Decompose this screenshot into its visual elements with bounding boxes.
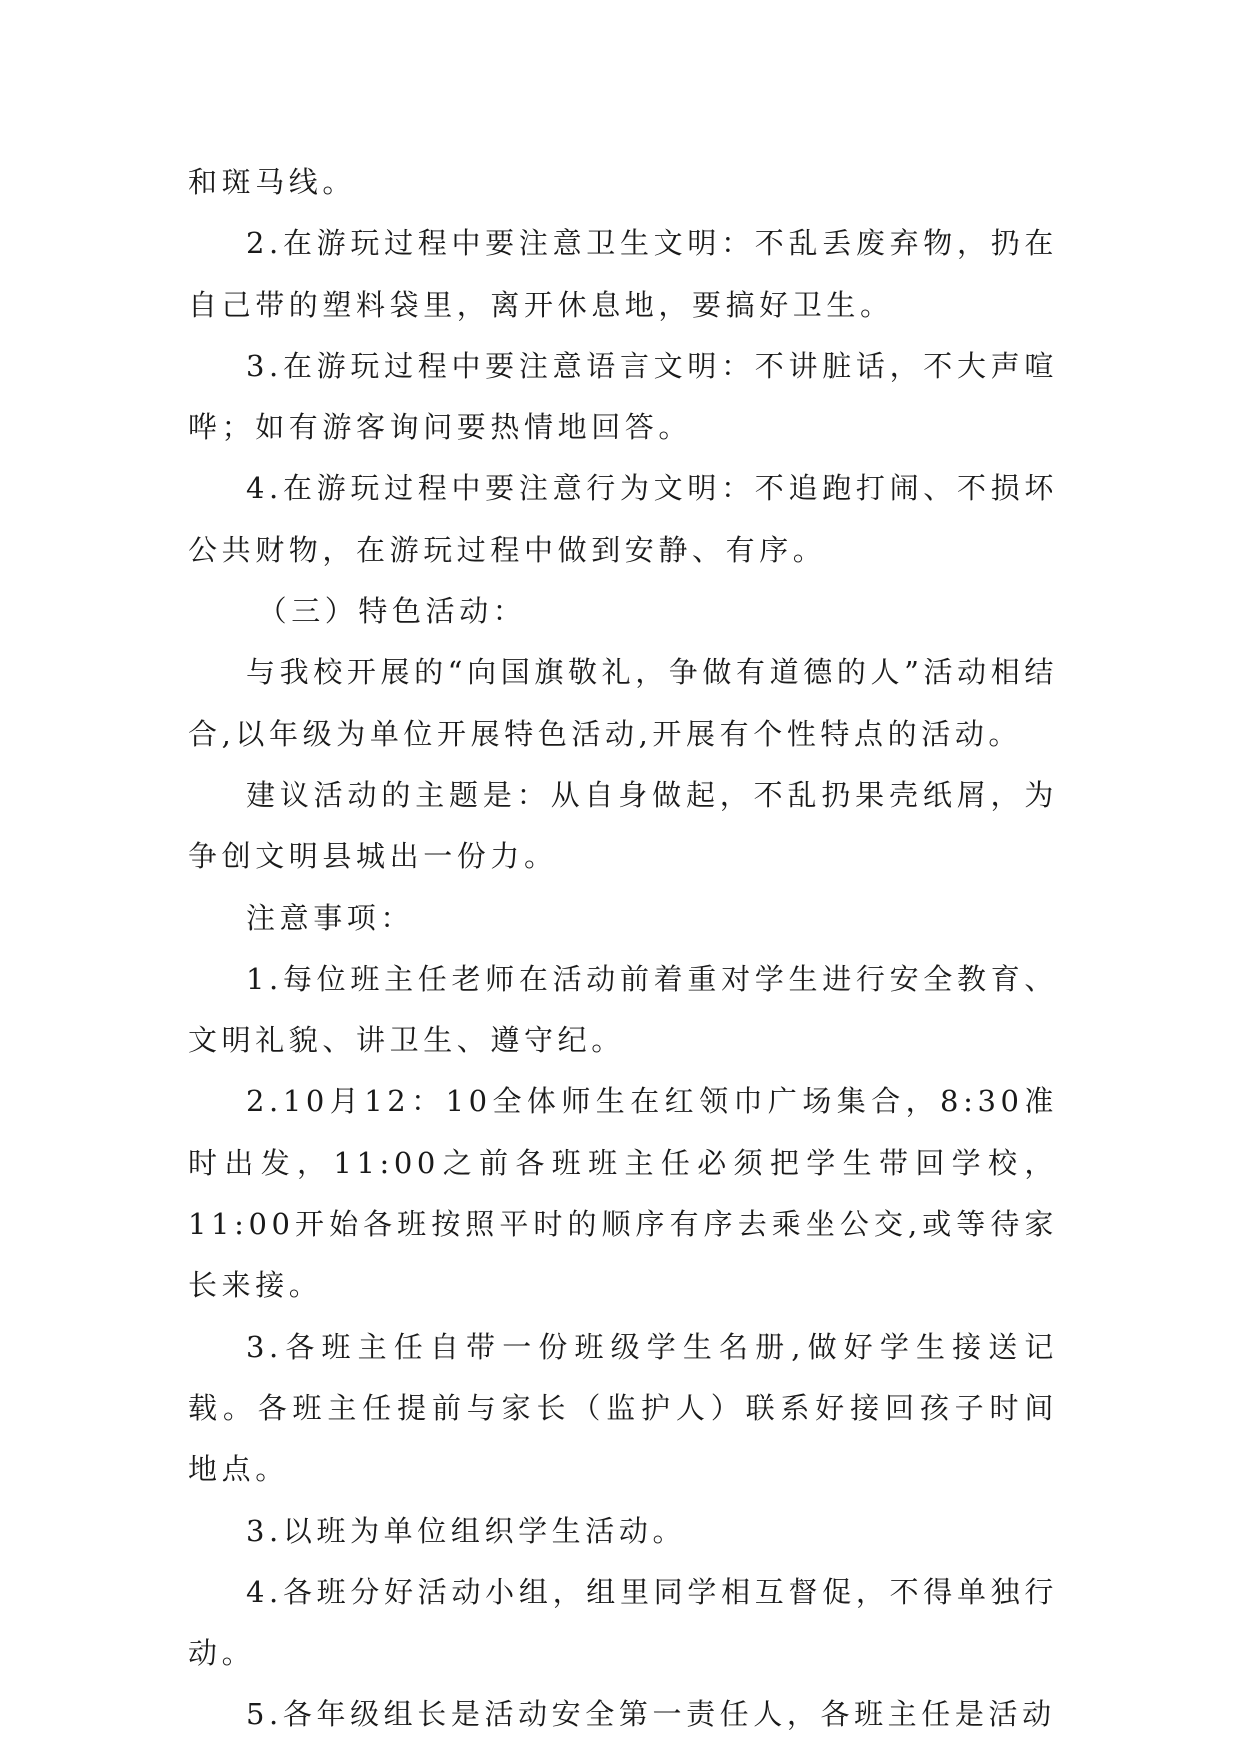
paragraph-behavior: 4.在游玩过程中要注意行为文明：不追跑打闹、不损坏公共财物，在游玩过程中做到安静、有序。	[188, 471, 1058, 567]
note-item-1: 1.每位班主任老师在活动前着重对学生进行安全教育、文明礼貌、讲卫生、遵守纪。	[188, 961, 1058, 1058]
note-item-2: 2.10月12：10全体师生在红领巾广场集合，8:30准时出发，11:00之前各班班主任必须把学生带回学校，11:00开始各班按照平时的顺序有序去乘坐公交,或等待家长来接。	[188, 1084, 1058, 1303]
note-item-3a: 3.各班主任自带一份班级学生名册,做好学生接送记载。各班主任提前与家长（监护人）联系好接回孩子时间地点。	[188, 1329, 1058, 1487]
note-item-5: 5.各年级组长是活动安全第一责任人，各班主任是活动	[246, 1697, 1056, 1732]
paragraph-language: 3.在游玩过程中要注意语言文明：不讲脏话，不大声喧哗；如有游客询问要热情地回答。	[188, 348, 1058, 445]
paragraph-activity-theme: 建议活动的主题是：从自身做起，不乱扔果壳纸屑，为争创文明县城出一份力。	[188, 777, 1058, 874]
paragraph-hygiene: 2.在游玩过程中要注意卫生文明：不乱丢废弃物，扔在自己带的塑料袋里，离开休息地，要搞好卫生。	[188, 226, 1058, 322]
document-body	[188, 152, 1058, 1746]
note-item-4: 4.各班分好活动小组，组里同学相互督促，不得单独行动。	[188, 1574, 1058, 1671]
section-heading-special-activity: （三）特色活动：	[257, 594, 527, 629]
paragraph-activity-combination: 与我校开展的“向国旗敬礼，争做有道德的人”活动相结合,以年级为单位开展特色活动,开展有个性特点的活动。	[188, 655, 1058, 751]
section-heading-notes: 注意事项：	[246, 900, 415, 935]
note-item-3b: 3.以班为单位组织学生活动。	[246, 1513, 687, 1548]
paragraph-continuation: 和斑马线。	[188, 165, 357, 199]
